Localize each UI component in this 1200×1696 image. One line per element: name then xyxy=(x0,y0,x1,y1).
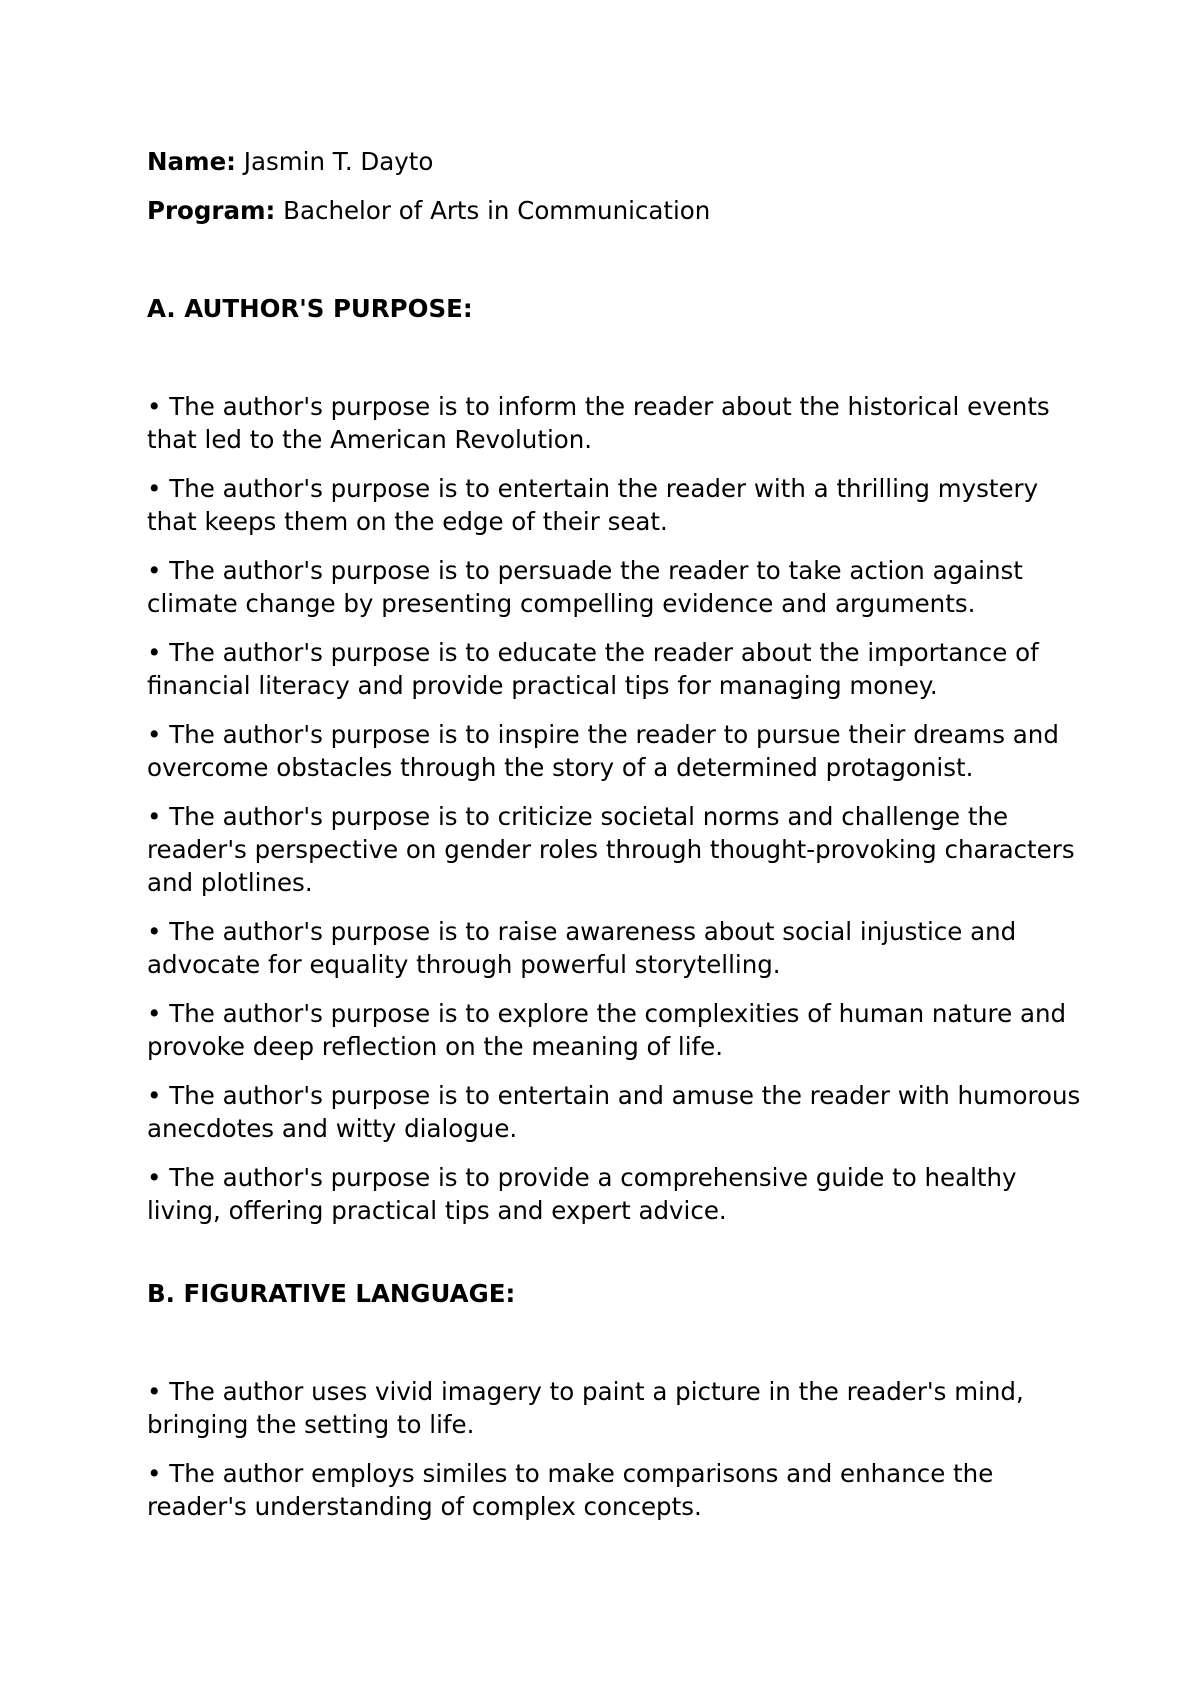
program-value: Bachelor of Arts in Communication xyxy=(275,196,711,225)
section-b-heading: B. FIGURATIVE LANGUAGE: xyxy=(147,1279,516,1308)
list-item: • The author's purpose is to provide a comprehensive guide to healthy living, offering practical tips and expert advice. xyxy=(147,1163,1017,1225)
list-item: • The author's purpose is to persuade the reader to take action against climate change by presenting compelling evidence and arguments. xyxy=(147,556,1023,618)
list-item: • The author's purpose is to inform the reader about the historical events that led to the American Revolution. xyxy=(147,392,1050,454)
figurative-language-list xyxy=(147,1375,1087,1523)
author-purpose-list xyxy=(147,390,1087,1227)
name-value: Jasmin T. Dayto xyxy=(235,147,434,176)
list-item: • The author's purpose is to entertain the reader with a thrilling mystery that keeps them on the edge of their seat. xyxy=(147,474,1039,536)
list-item: • The author uses vivid imagery to paint a picture in the reader's mind, bringing the setting to life. xyxy=(147,1377,1024,1439)
document-page xyxy=(147,145,1087,1539)
list-item: • The author's purpose is to raise awareness about social injustice and advocate for equality through powerful storytelling. xyxy=(147,917,1017,979)
name-field xyxy=(147,145,1087,178)
name-label: Name: xyxy=(147,147,236,176)
list-item: • The author's purpose is to educate the reader about the importance of financial literacy and provide practical tips for managing money. xyxy=(147,638,1039,700)
list-item: • The author's purpose is to criticize societal norms and challenge the reader's perspective on gender roles through thought-provoking characters and plotlines. xyxy=(147,802,1075,897)
program-field xyxy=(147,194,1087,227)
list-item: • The author's purpose is to explore the complexities of human nature and provoke deep reflection on the meaning of life. xyxy=(147,999,1067,1061)
list-item: • The author's purpose is to inspire the reader to pursue their dreams and overcome obstacles through the story of a determined protagonist. xyxy=(147,720,1059,782)
program-label: Program: xyxy=(147,196,276,225)
list-item: • The author's purpose is to entertain and amuse the reader with humorous anecdotes and witty dialogue. xyxy=(147,1081,1081,1143)
section-a-heading: A. AUTHOR'S PURPOSE: xyxy=(147,294,473,323)
list-item: • The author employs similes to make comparisons and enhance the reader's understanding of complex concepts. xyxy=(147,1459,994,1521)
